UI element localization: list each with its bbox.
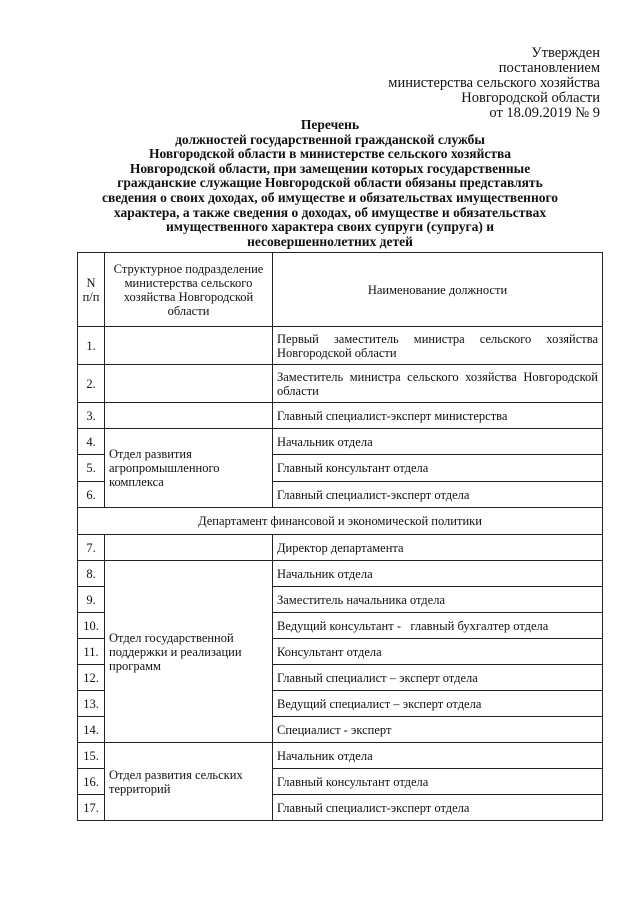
row-number: 14. [78, 717, 105, 743]
row-department: Отдел развития сельских территорий [105, 743, 273, 821]
table-row [78, 365, 603, 403]
approval-line: министерства сельского хозяйства [388, 75, 600, 91]
row-department: Отдел государственной поддержки и реализации программ [105, 561, 273, 743]
row-position: Специалист - эксперт [273, 717, 603, 743]
row-position: Заместитель министра сельского хозяйства Новгородской области [273, 365, 603, 403]
row-number: 9. [78, 587, 105, 613]
title-line: характера, а также сведения о доходах, об имуществе и обязательствах [113, 204, 547, 220]
row-number: 11. [78, 639, 105, 665]
row-position: Главный специалист-эксперт министерства [273, 403, 603, 429]
row-position: Начальник отдела [273, 561, 603, 587]
table-row [78, 327, 603, 365]
table-row [78, 403, 603, 429]
title-line: гражданские служащие Новгородской области обязаны представлять [117, 175, 543, 191]
row-position: Начальник отдела [273, 429, 603, 455]
row-position: Главный специалист-эксперт отдела [273, 482, 603, 508]
row-number: 12. [78, 665, 105, 691]
row-position: Первый заместитель министра сельского хозяйства Новгородской области [273, 327, 603, 365]
row-position: Главный специалист-эксперт отдела [273, 795, 603, 821]
row-number: 3. [78, 403, 105, 429]
row-number: 17. [78, 795, 105, 821]
row-number: 5. [78, 455, 105, 482]
row-position: Главный специалист – эксперт отдела [273, 665, 603, 691]
row-position: Ведущий специалист – эксперт отдела [273, 691, 603, 717]
row-position: Заместитель начальника отдела [273, 587, 603, 613]
row-number: 6. [78, 482, 105, 508]
table-row [78, 535, 603, 561]
approval-date-number: от 18.09.2019 № 9 [489, 105, 600, 121]
approval-line: постановлением [498, 60, 600, 76]
title-line: несовершеннолетних детей [247, 233, 413, 249]
title-line: сведения о своих доходах, об имуществе и обязательствах имущественного [101, 189, 559, 205]
positions-table [77, 252, 603, 821]
table-row [78, 429, 603, 455]
row-position: Директор департамента [273, 535, 603, 561]
section-row [78, 508, 603, 535]
table-row [78, 561, 603, 587]
row-number: 1. [78, 327, 105, 365]
row-number: 2. [78, 365, 105, 403]
table-header-row [78, 253, 603, 327]
row-number: 8. [78, 561, 105, 587]
title-line: Новгородской области в министерстве сельского хозяйства [148, 146, 512, 162]
approval-line: Утвержден [531, 45, 600, 61]
row-department [105, 403, 273, 429]
section-title: Департамент финансовой и экономической политики [78, 508, 603, 535]
row-number: 10. [78, 613, 105, 639]
title-line: должностей государственной гражданской службы [175, 131, 485, 147]
header-position: Наименование должности [273, 253, 603, 327]
title-line: Перечень [300, 117, 360, 132]
header-number: N п/п [78, 253, 105, 327]
row-department [105, 365, 273, 403]
row-position: Начальник отдела [273, 743, 603, 769]
header-department: Структурное подразделение министерства сельского хозяйства Новгородской области [105, 253, 273, 327]
row-position: Главный консультант отдела [273, 455, 603, 482]
row-department [105, 327, 273, 365]
row-number: 16. [78, 769, 105, 795]
row-number: 4. [78, 429, 105, 455]
row-number: 7. [78, 535, 105, 561]
approval-stamp [388, 46, 600, 121]
row-position: Ведущий консультант - главный бухгалтер отдела [273, 613, 603, 639]
title-line: Новгородской области, при замещении которых государственные [129, 160, 531, 176]
row-number: 15. [78, 743, 105, 769]
row-position: Главный консультант отдела [273, 769, 603, 795]
document-title [60, 118, 600, 249]
title-line: имущественного характера своих супруги (супруга) и [165, 219, 495, 235]
row-position: Консультант отдела [273, 639, 603, 665]
approval-line: Новгородской области [461, 90, 600, 106]
row-department: Отдел развития агропромышленного комплекса [105, 429, 273, 508]
table-row [78, 743, 603, 769]
row-department [105, 535, 273, 561]
row-number: 13. [78, 691, 105, 717]
